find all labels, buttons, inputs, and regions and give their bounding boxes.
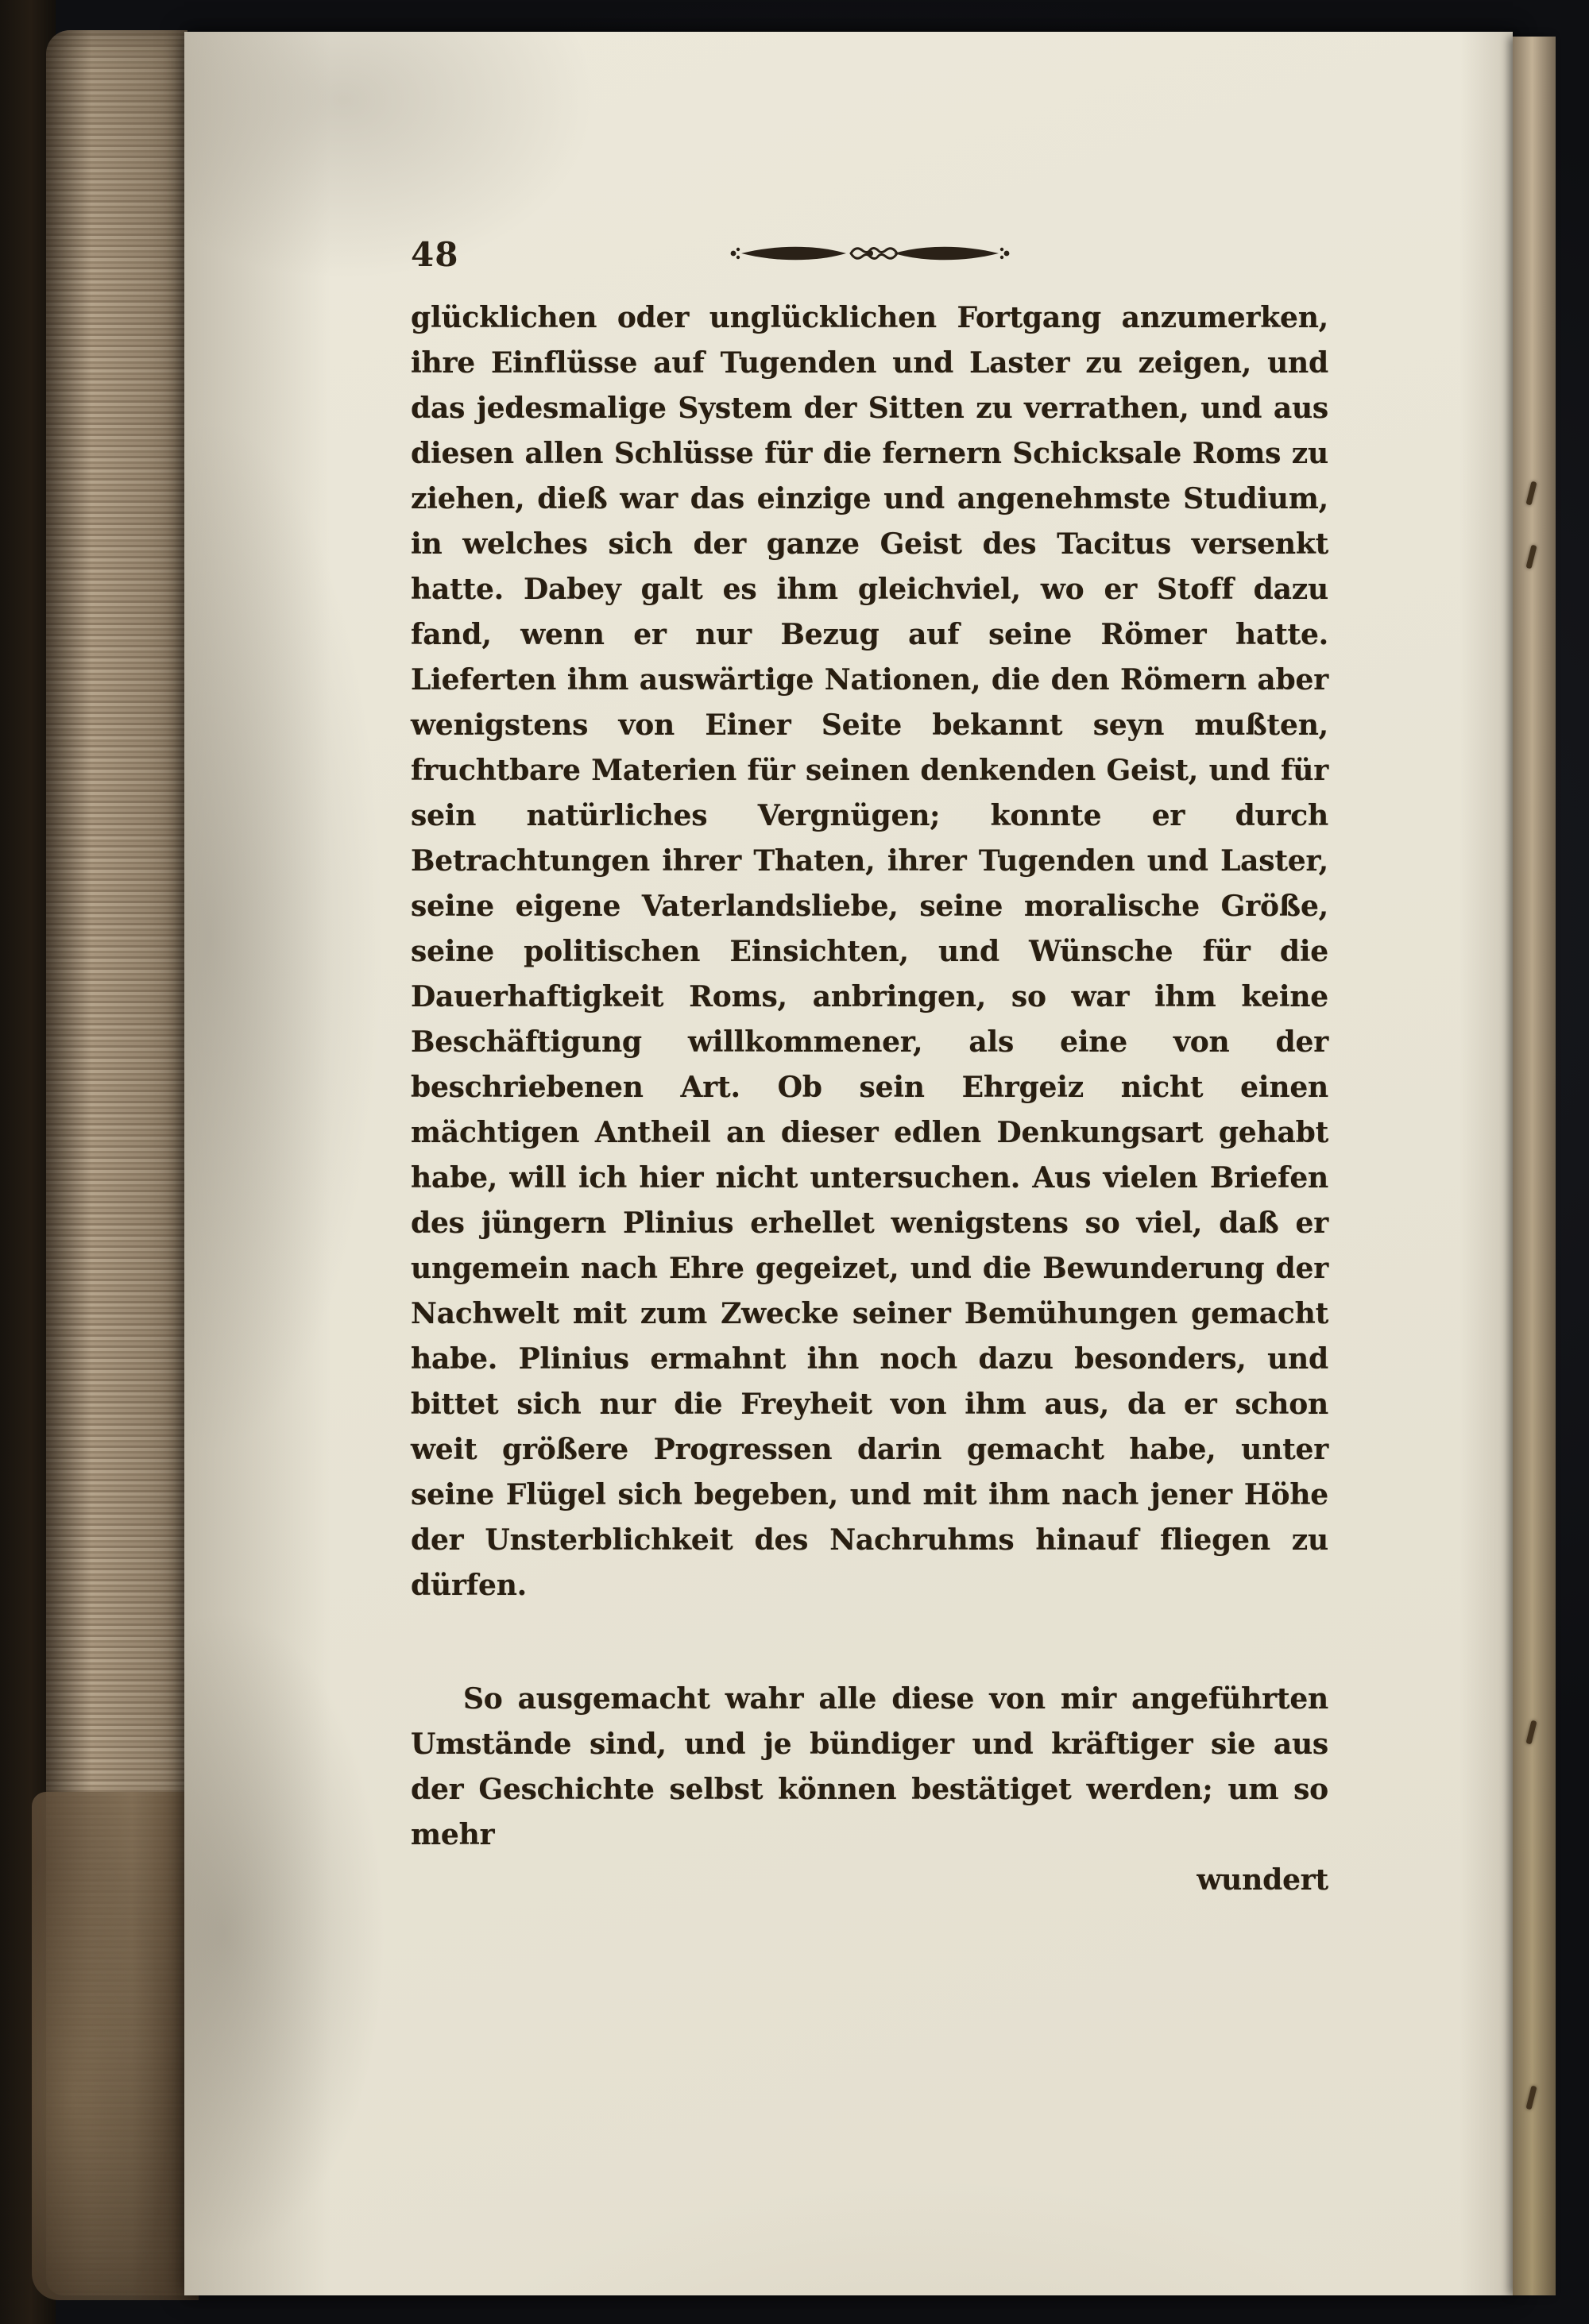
catchword: wundert (1197, 1863, 1328, 1897)
binding-edge (1513, 37, 1556, 2295)
fleuron-divider-icon (727, 241, 1013, 268)
body-text (411, 295, 1328, 1903)
stitch-mark (1525, 545, 1537, 569)
stitch-mark (1525, 481, 1537, 506)
page-number: 48 (411, 235, 459, 274)
stitch-mark (1525, 2086, 1537, 2110)
paragraph: So ausgemacht wahr alle diese von mir angeführten Umstände sind, und je bündiger und kräftiger sie aus der Geschichte selbst können bestätiget werden; um so mehr (411, 1682, 1328, 1851)
stitch-mark (1525, 1720, 1537, 1745)
paragraph: glücklichen oder unglücklichen Fortgang anzumerken, ihre Einflüsse auf Tugenden und Laster zu zeigen, und das jedesmalige System der Sitten zu verrathen, und aus diesen allen Schlüsse für die fernern Schicksale Roms zu ziehen, dieß war das einzige und angenehmste Studium, in welches sich der ganze Geist des Tacitus versenkt hatte. Dabey galt es ihm gleichviel, wo er Stoff dazu fand, wenn er nur Bezug auf seine Römer hatte. Lieferten ihm auswärtige Nationen, die den Römern aber wenigstens von Einer Seite bekannt seyn mußten, fruchtbare Materien für seinen denkenden Geist, und für sein natürliches Vergnügen; konnte er durch Betrachtungen ihrer Thaten, ihrer Tugenden und Laster, seine eigene Vaterlandsliebe, seine moralische Größe, seine politischen Einsichten, und Wünsche für die Dauerhaftigkeit Roms, anbringen, so war ihm keine Beschäftigung willkommener, als eine von der beschriebenen Art. Ob sein Ehrgeiz nicht einen mächtigen Antheil an dieser edlen Denkungsart gehabt habe, will ich hier nicht untersuchen. Aus vielen Briefen des jüngern Plinius erhellet wenigstens so viel, daß er ungemein nach Ehre gegeizet, und die Bewunderung der Nachwelt mit zum Zwecke seiner Bemühungen gemacht habe. Plinius ermahnt ihn noch dazu besonders, und bittet sich nur die Freyheit von ihm aus, da er schon weit größere Progressen darin gemacht habe, unter seine Flügel sich begeben, und mit ihm nach jener Höhe der Unsterblichkeit des Nachruhms hinauf fliegen zu dürfen. (411, 301, 1328, 1602)
book-page (184, 32, 1513, 2295)
page-header (411, 230, 1328, 281)
worn-leather-corner (32, 1792, 199, 2300)
